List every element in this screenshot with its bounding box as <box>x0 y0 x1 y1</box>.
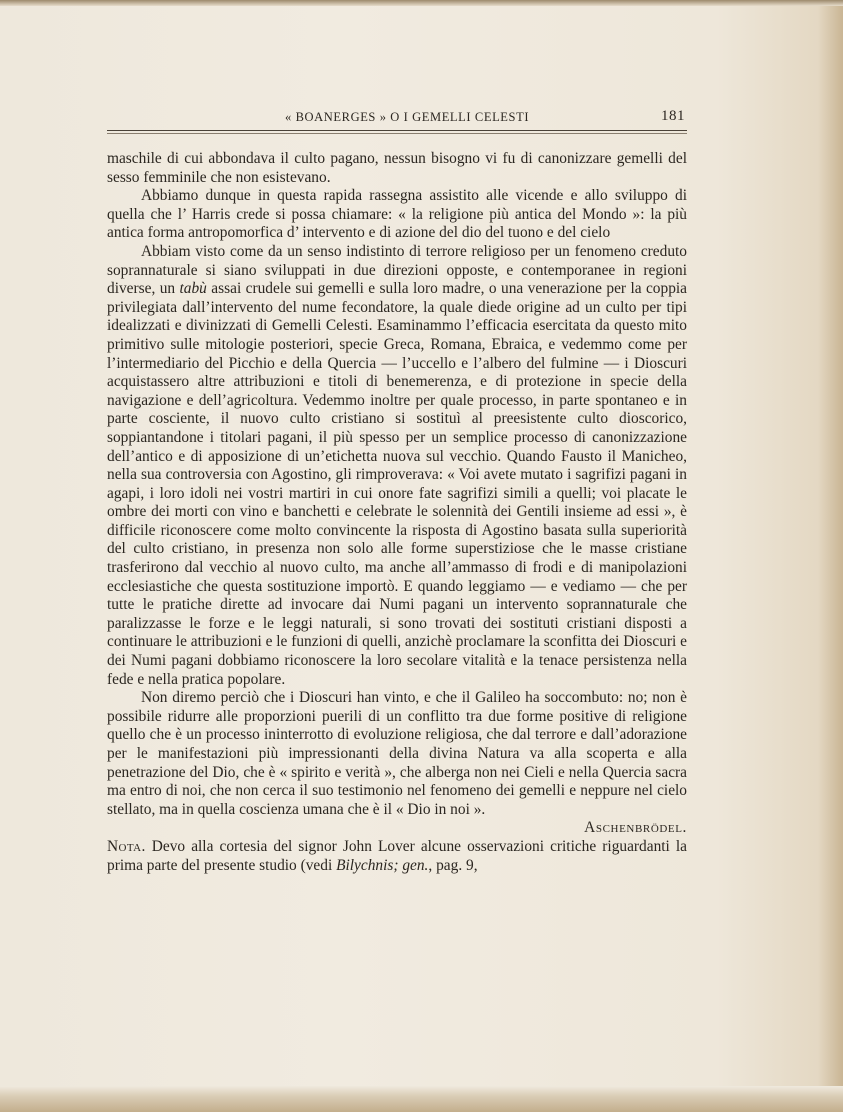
body-text <box>107 150 687 875</box>
page-number: 181 <box>661 108 685 124</box>
paragraph-harris: Abbiamo dunque in questa rapida rassegna assistito alle vicende e allo sviluppo di quella che l’ Harris crede si possa chiamare: « la religione più antica del Mondo »: la più antica forma antropomorfica d’ intervento e di azione del dio del tuono e del cielo <box>107 187 687 242</box>
paragraph-summary-rest: assai crudele sui gemelli e sulla loro madre, o una venerazione per la coppia privilegiata dall’intervento del nume fecondatore, la quale diede origine ad un culto per tipi idealizzati e divinizzati di Gemelli Celesti. Esaminammo l’efficacia esercitata da questo mito primitivo sulle mitologie posteriori, specie Greca, Romana, Ebraica, e vedemmo come per l’intermediario del Picchio e della Quercia — l’uccello e l’albero del fulmine — i Dioscuri acquistassero altre attribuzioni e titoli di benemerenza, e di protezione in specie della navigazione e dell’agricoltura. Vedemmo inoltre per quale processo, in parte spontaneo e in parte cosciente, il nuovo culto cristiano si sostituì al preesistente culto dioscorico, soppiantandone i titolari pagani, il più spesso per un semplice processo di canonizzazione dell’antico e di apposizione di un’etichetta nuova sul vecchio. Quando Fausto il Manicheo, nella sua controversia con Agostino, gli rimproverava: « Voi avete mutato i sagrifizi pagani in agapi, i loro idoli nei vostri martiri in cui onore fate sagrifizi simili a quelli; voi placate le ombre dei morti con vino e banchetti e celebrate le solennità dei Gentili insieme ad essi », è difficile riconoscere come molto convincente la risposta di Agostino basata sulla superiorità del culto cristiano, in presenza non solo alle forme superstiziose che le masse cristiane trasferirono dal vecchio al nuovo culto, ma anche all’ammasso di frodi e di manipolazioni ecclesiastiche che questa sostituzione importò. E quando leggiamo — e vediamo — che per tutte le pratiche dirette ad invocare dai Numi pagani un intervento soprannaturale che paralizzasse le forze e le leggi naturali, si sono trovati dei sostituti cristiani disposti a continuare le attribuzioni e le funzioni di quelli, anzichè proclamare la sconfitta dei Dioscuri e dei Numi pagani dobbiamo riconoscere la loro secolare vitalità e la tenace persistenza nella fede e nella pratica popolare. <box>107 280 687 688</box>
footnote-nota <box>107 838 687 875</box>
nota-label: Nota. <box>107 837 146 855</box>
paragraph-continued: maschile di cui abbondava il culto pagano, nessun bisogno vi fu di canonizzare gemelli del sesso femminile che non esistevano. <box>107 150 687 186</box>
nota-text: Devo alla cortesia del signor John Lover alcune osservazioni critiche riguardanti la prima parte del presente studio (vedi <box>107 837 687 874</box>
page-top-edge <box>0 0 843 6</box>
running-head-title: « BOANERGES » O I GEMELLI CELESTI <box>285 110 530 124</box>
header-rule-secondary <box>107 133 687 134</box>
paragraph-summary-start: Abbiam visto come da un senso indistinto di terrore religioso per un fenomeno creduto soprannaturale si siano sviluppati in due direzioni opposte, e contemporanee in regioni diverse, un <box>107 242 687 298</box>
nota-text-end: , pag. 9, <box>428 856 478 874</box>
page-bottom-edge <box>0 1086 843 1112</box>
paragraph-summary <box>107 243 687 689</box>
header-rule <box>107 130 687 131</box>
italic-tabu: tabù <box>179 280 207 298</box>
nota-italic-reference: Bilychnis; gen. <box>336 856 429 874</box>
running-head <box>107 110 687 132</box>
author-signature: Aschenbrödel. <box>584 819 687 837</box>
paragraph-conclusion: Non diremo perciò che i Dioscuri han vinto, e che il Galileo ha soccombuto: no; non è possibile ridurre alle proporzioni puerili di un conflitto tra due forme positive di religione quello che è un processo ininterrotto di evoluzione religiosa, che dal terrore e dall’adorazione per le manifestazioni più impressionanti della divina Natura va alla scoperta e alla penetrazione del Dio, che è « spirito e verità », che alberga non nei Cieli e nella Quercia sacra ma entro di noi, che non cerca il suo testimonio nel fenomeno dei gemelli e neppure nel cielo stellato, ma in quella coscienza umana che è il « Dio in noi ». <box>107 689 687 818</box>
